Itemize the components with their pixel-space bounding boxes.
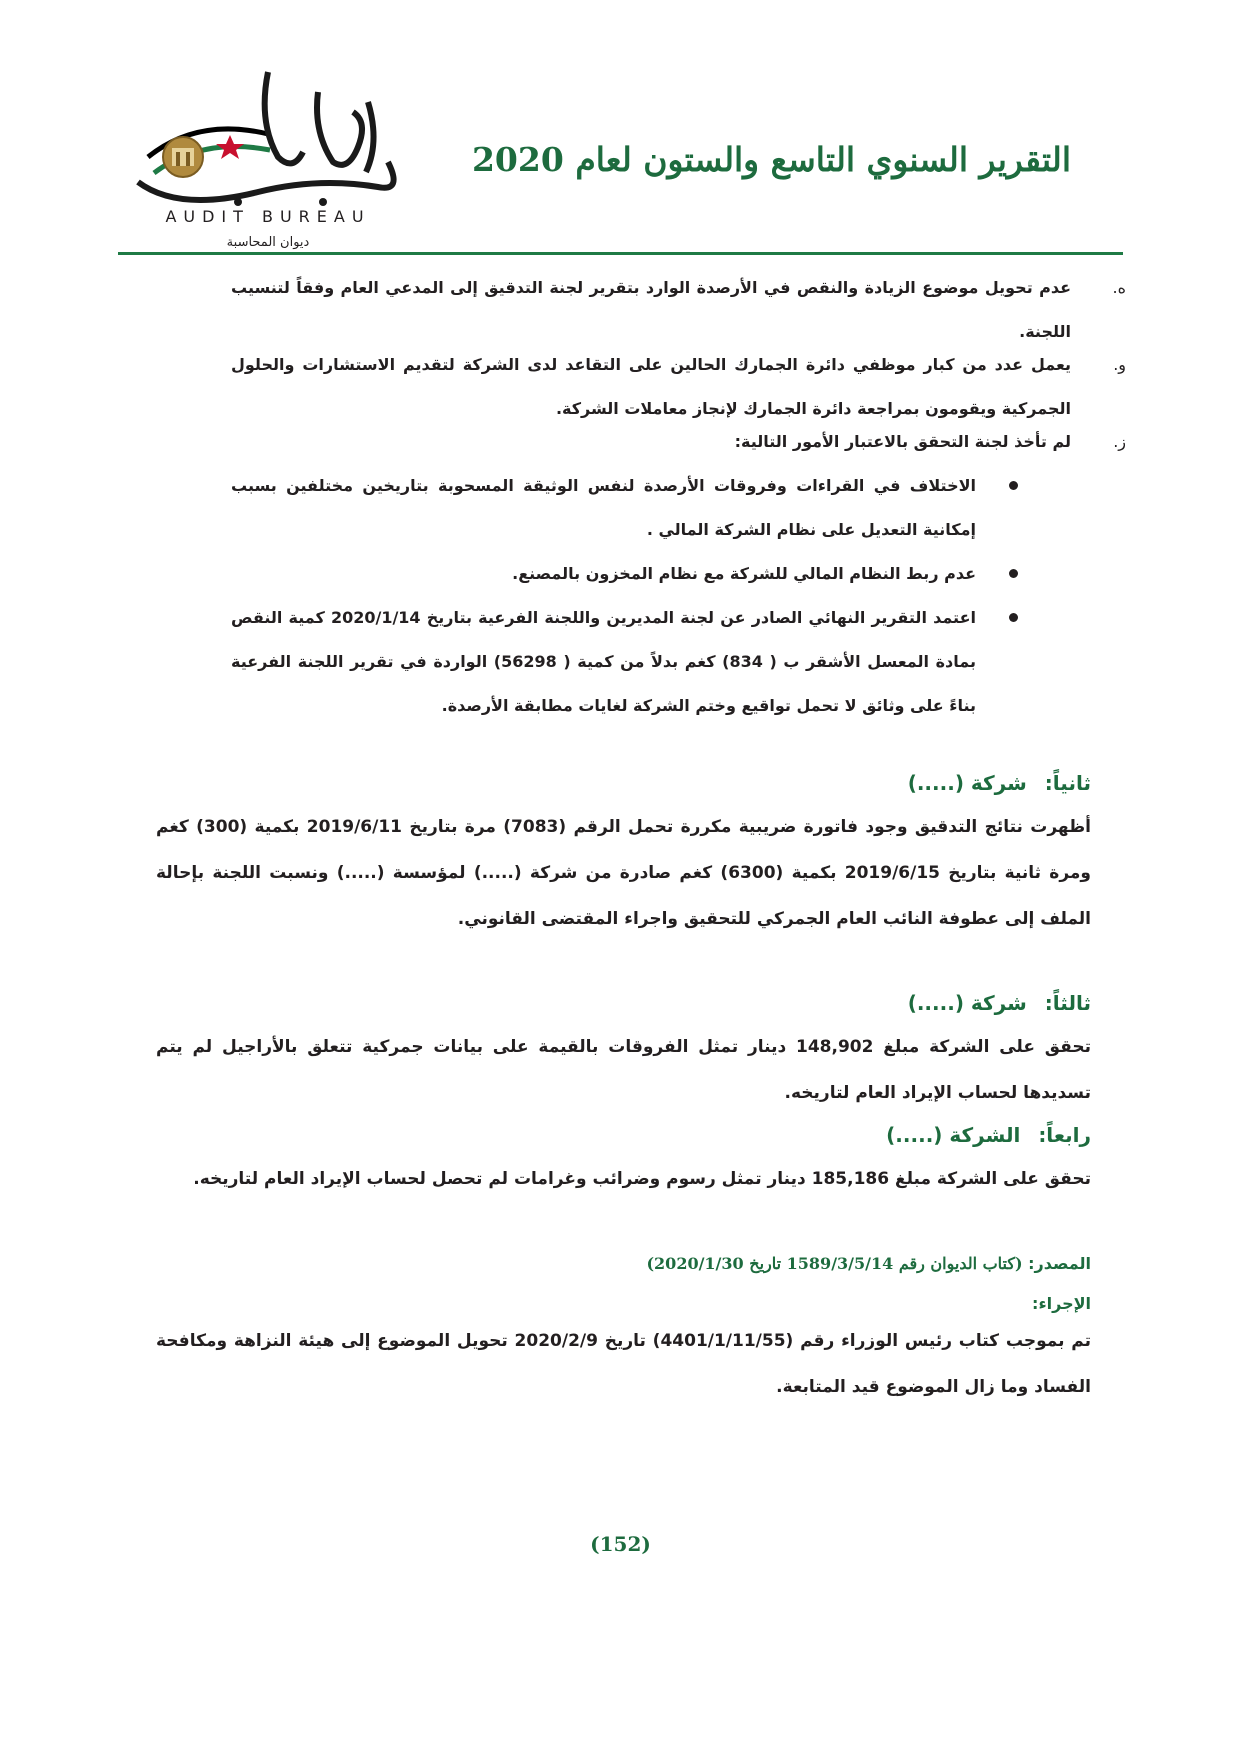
report-title: التقرير السنوي التاسع والستون لعام 2020	[471, 140, 1071, 179]
header-divider	[118, 252, 1123, 255]
section-company: الشركة (.....)	[886, 1123, 1021, 1147]
source-text: (كتاب الديوان رقم 1589/3/5/14 تاريخ 2020/1/30)	[646, 1254, 1023, 1273]
source-reference	[156, 1254, 1091, 1273]
item-marker: ز.	[1113, 432, 1126, 451]
action-label: الإجراء:	[1032, 1294, 1091, 1313]
item-text: لم تأخذ لجنة التحقق بالاعتبار الأمور التالية:	[734, 432, 1071, 451]
section-label: رابعاً:	[1038, 1123, 1091, 1147]
item-marker: ه.	[1112, 278, 1126, 297]
section-body-second: أظهرت نتائج التدقيق وجود فاتورة ضريبية مكررة تحمل الرقم (7083) مرة بتاريخ 2019/6/11 بكمية (300) كغم ومرة ثانية بتاريخ 2019/6/15 بكمية (6300) كغم صادرة من شركة (.....) لمؤسسة (.....) ونسبت اللجنة بإحالة الملف إلى عطوفة النائب العام الجمركي للتحقيق واجراء المقتضى القانوني.	[156, 817, 1091, 929]
section-label: ثالثاً:	[1044, 991, 1091, 1015]
bullet-dot-icon	[1009, 481, 1018, 490]
bullet-item	[231, 552, 976, 596]
item-marker: و.	[1113, 355, 1126, 374]
bullet-text: الاختلاف في القراءات وفروقات الأرصدة لنفس الوثيقة المسحوبة بتاريخين مختلفين بسبب إمكانية التعديل على نظام الشركة المالي .	[231, 476, 976, 539]
item-zay	[231, 420, 1126, 464]
section-heading-third	[191, 988, 1091, 1018]
section-body-fourth: تحقق على الشركة مبلغ 185,186 دينار تمثل رسوم وضرائب وغرامات لم تحصل لحساب الإيراد العام لتاريخه.	[193, 1169, 1091, 1189]
bullet-text: اعتمد التقرير النهائي الصادر عن لجنة المديرين واللجنة الفرعية بتاريخ 2020/1/14 كمية النقص بمادة المعسل الأشقر ب ( 834) كغم بدلاً من كمية ( 56298) الواردة في تقرير اللجنة الفرعية بناءً على وثائق لا تحمل تواقيع وختم الشركة لغايات مطابقة الأرصدة.	[231, 608, 976, 715]
section-label: ثانياً:	[1044, 771, 1091, 795]
logo-arabic-name: ديوان المحاسبة	[226, 235, 310, 250]
bullet-text: عدم ربط النظام المالي للشركة مع نظام المخزون بالمصنع.	[512, 564, 976, 583]
action-text: تم بموجب كتاب رئيس الوزراء رقم (4401/1/11/55) تاريخ 2020/2/9 تحويل الموضوع إلى هيئة النزاهة ومكافحة الفساد وما زال الموضوع قيد المتابعة.	[156, 1331, 1091, 1397]
bullet-item	[231, 464, 976, 552]
item-text: يعمل عدد من كبار موظفي دائرة الجمارك الحالين على التقاعد لدى الشركة لتقديم الاستشارات والحلول الجمركية ويقومون بمراجعة دائرة الجمارك لإنجاز معاملات الشركة.	[231, 355, 1071, 418]
item-waw	[231, 343, 1126, 431]
item-text: عدم تحويل موضوع الزيادة والنقص في الأرصدة الوارد بتقرير لجنة التدقيق إلى المدعي العام وفقاً لتنسيب اللجنة.	[231, 278, 1071, 341]
section-body-third: تحقق على الشركة مبلغ 148,902 دينار تمثل الفروقات بالقيمة على بيانات جمركية تتعلق بالأراجيل لم يتم تسديدها لحساب الإيراد العام لتاريخه.	[156, 1037, 1091, 1103]
bullet-dot-icon	[1009, 613, 1018, 622]
logo-caption: AUDIT BUREAU	[165, 207, 371, 226]
section-heading-second	[191, 768, 1091, 798]
page-number: (152)	[590, 1532, 651, 1556]
section-company: شركة (.....)	[907, 991, 1027, 1015]
bullet-item	[231, 596, 976, 728]
bullet-dot-icon	[1009, 569, 1018, 578]
item-heh	[231, 266, 1126, 354]
section-heading-fourth	[191, 1120, 1091, 1150]
section-company: شركة (.....)	[907, 771, 1027, 795]
source-label: المصدر:	[1028, 1254, 1091, 1273]
